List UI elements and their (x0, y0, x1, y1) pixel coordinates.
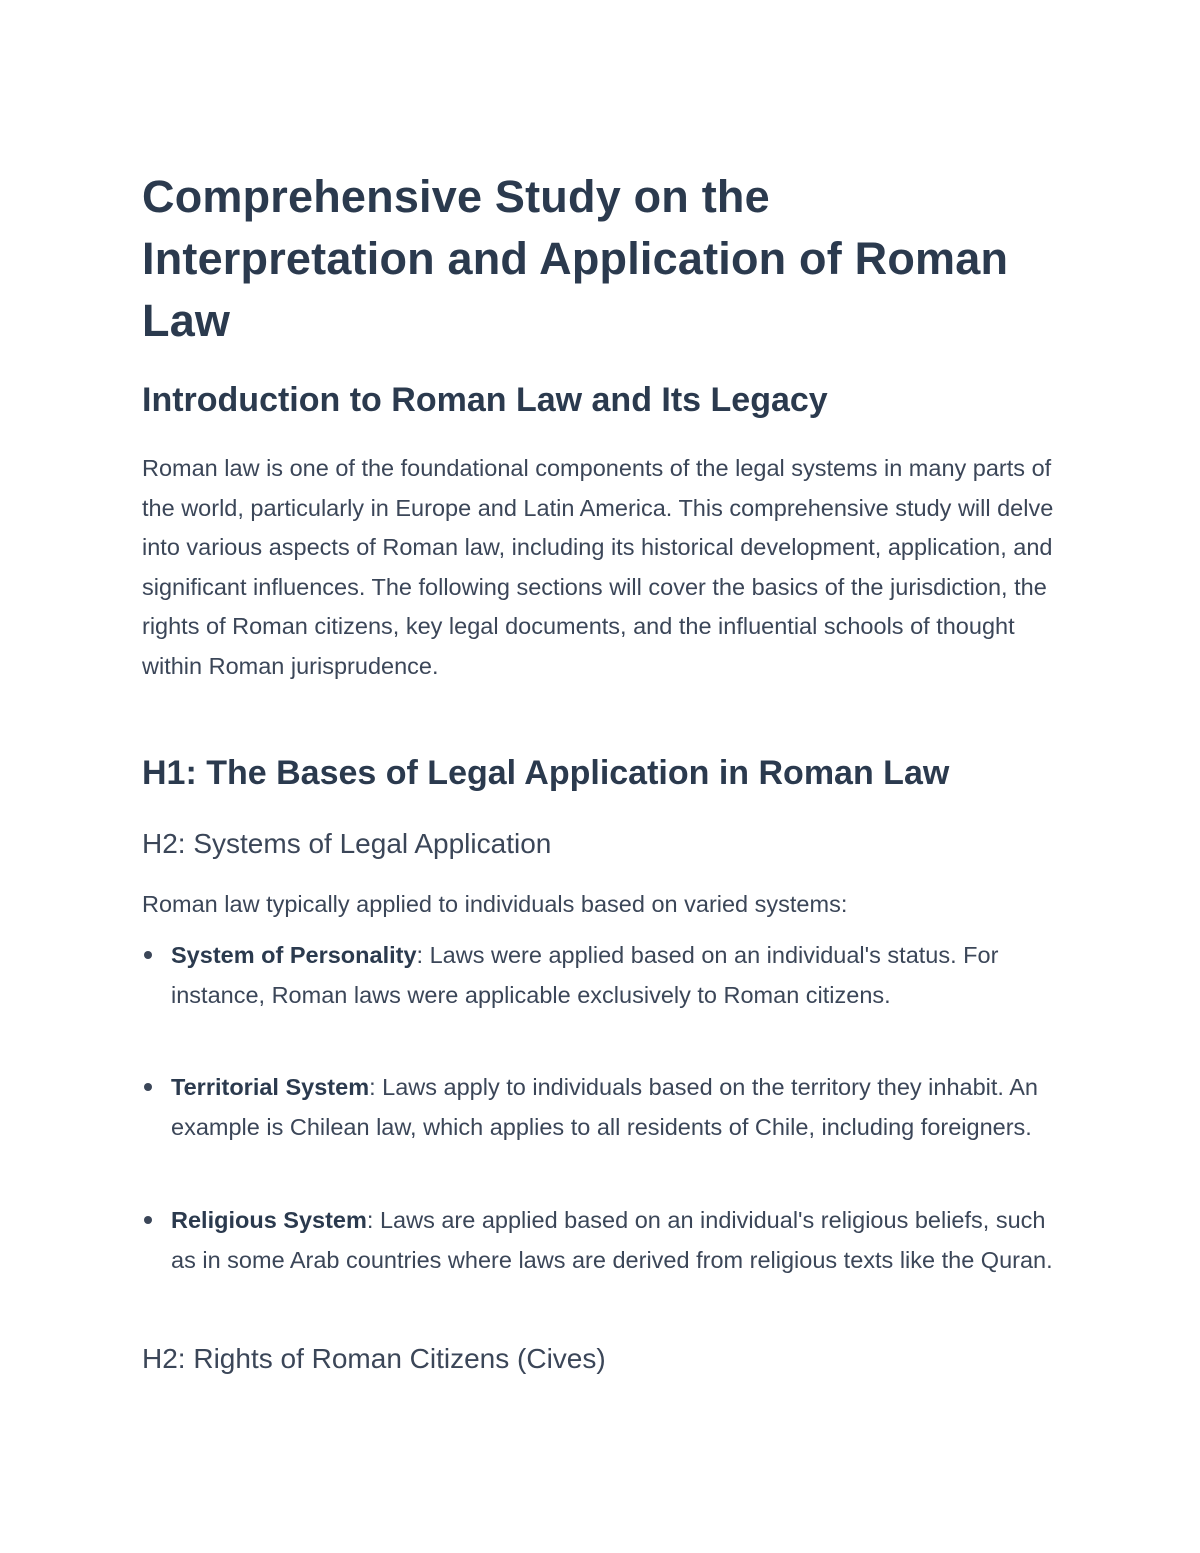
bullet-icon (144, 1083, 152, 1091)
section-heading: H1: The Bases of Legal Application in Roman Law (142, 754, 950, 792)
subsection-heading-rights: H2: Rights of Roman Citizens (Cives) (142, 1343, 606, 1374)
list-item-term: System of Personality (171, 942, 417, 968)
list-item-text (171, 1201, 1071, 1280)
intro-paragraph: Roman law is one of the foundational components of the legal systems in many parts of the world, particularly in Europe and Latin America. This comprehensive study will delve into various aspects of Roman law, including its historical development, application, and significant influences. The following sections will cover the basics of the jurisdiction, the rights of Roman citizens, key legal documents, and the influential schools of thought within Roman jurisprudence. (142, 455, 1054, 679)
bullet-icon (144, 1216, 152, 1224)
bullet-icon (144, 951, 152, 959)
list-item-text (171, 936, 1071, 1015)
list-item-term: Territorial System (171, 1074, 370, 1100)
list-item-text (171, 1068, 1071, 1147)
list-item-description: : Laws apply to individuals based on the territory they inhabit. An example is Chilean law, which applies to all residents of Chile, including foreigners. (171, 1074, 1038, 1140)
intro-heading: Introduction to Roman Law and Its Legacy (142, 381, 828, 419)
subsection-heading-systems: H2: Systems of Legal Application (142, 828, 552, 859)
list-item-description: : Laws are applied based on an individual's religious beliefs, such as in some Arab countries where laws are derived from religious texts like the Quran. (171, 1207, 1053, 1273)
document-title: Comprehensive Study on the Interpretation and Application of Roman Law (142, 171, 1009, 346)
list-item-term: Religious System (171, 1207, 367, 1233)
systems-lead-paragraph: Roman law typically applied to individuals based on varied systems: (142, 891, 848, 917)
list-item-description: : Laws were applied based on an individual's status. For instance, Roman laws were applicable exclusively to Roman citizens. (171, 942, 999, 1008)
